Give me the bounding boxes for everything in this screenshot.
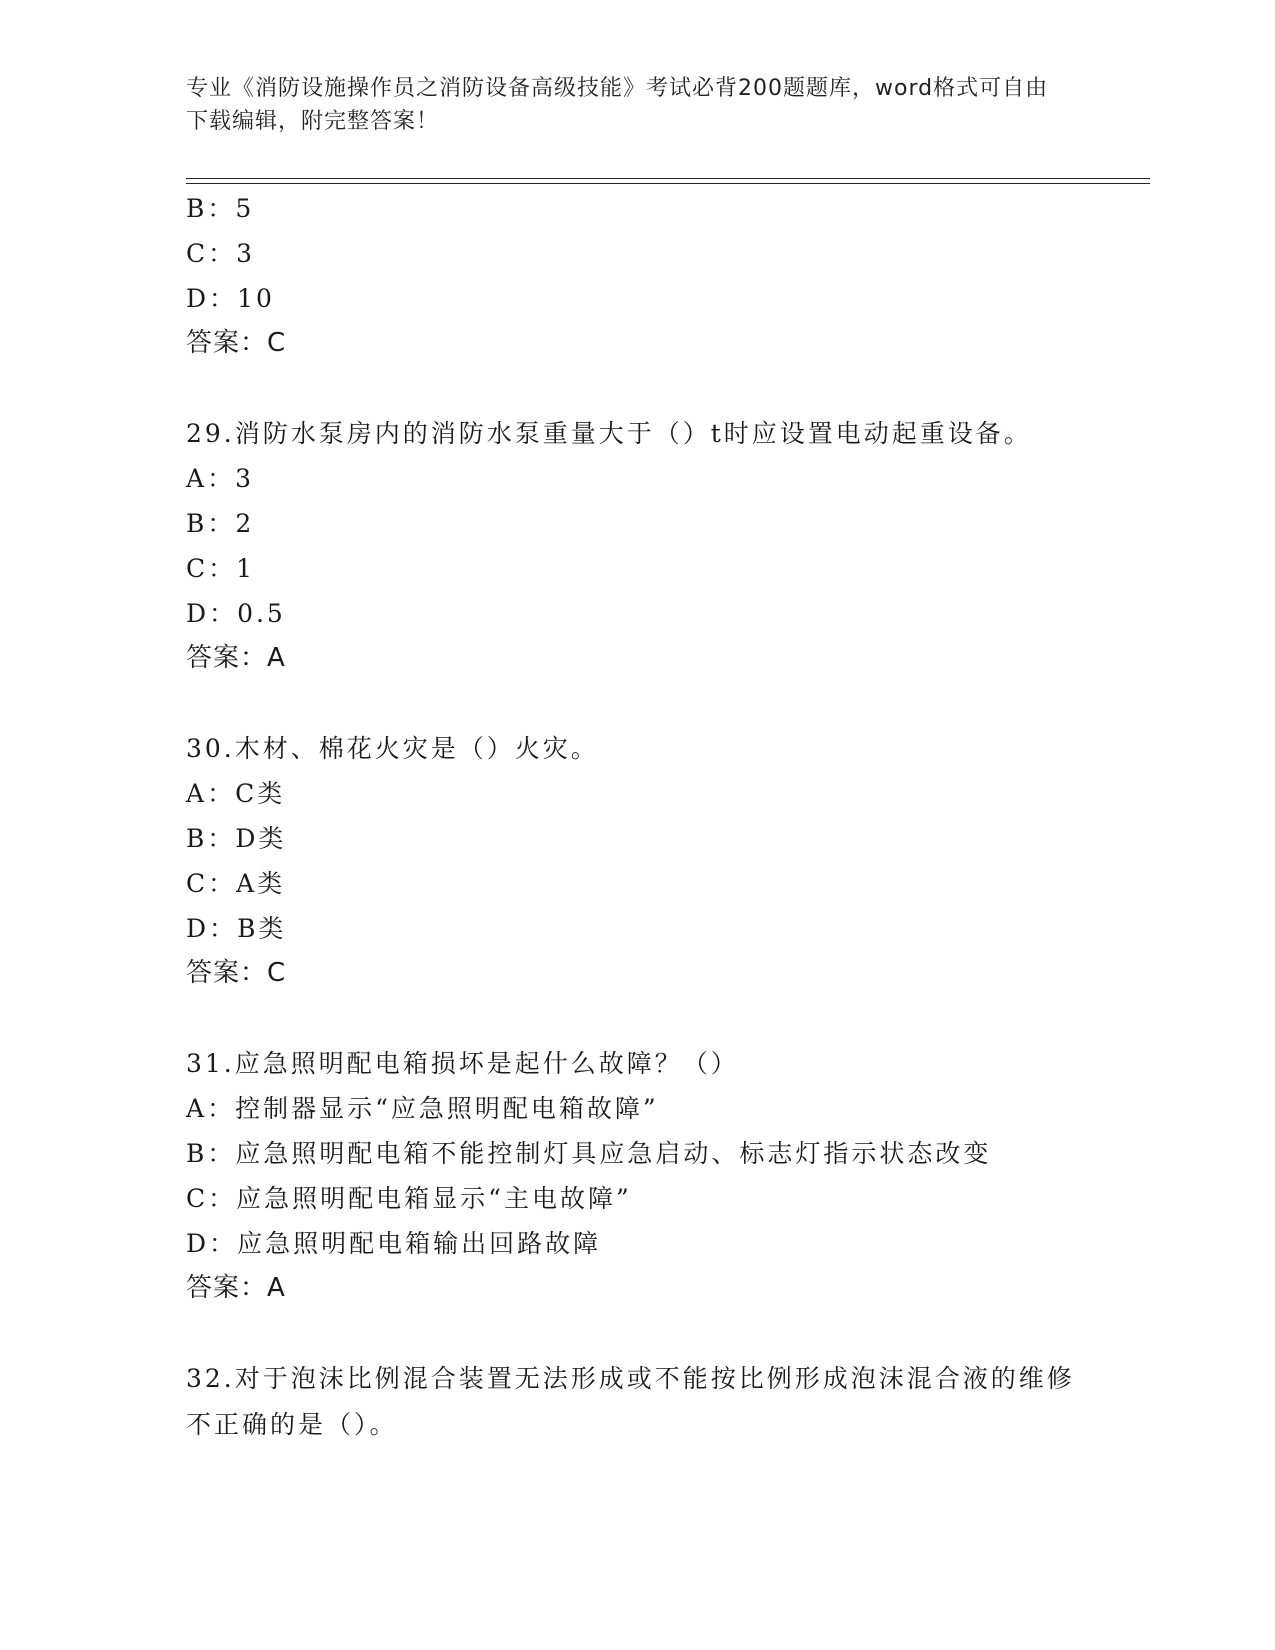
option-31-d: D：应急照明配电箱输出回路故障: [186, 1229, 602, 1258]
option-d-prev: D：10: [186, 284, 275, 313]
option-29-d: D：0.5: [186, 599, 286, 628]
header-rule-top: [186, 178, 1150, 179]
option-29-b: B：2: [186, 509, 255, 538]
option-31-a: A：控制器显示“应急照明配电箱故障”: [186, 1094, 659, 1123]
answer-prev: 答案：C: [186, 328, 287, 358]
option-29-c: C：1: [186, 554, 256, 583]
answer-31: 答案：A: [186, 1273, 286, 1303]
option-30-a: A：C类: [186, 779, 286, 808]
option-c-prev: C：3: [186, 239, 256, 268]
option-29-a: A：3: [186, 464, 254, 493]
option-30-b: B：D类: [186, 824, 287, 853]
option-30-c: C：A类: [186, 869, 286, 898]
answer-29: 答案：A: [186, 643, 286, 673]
answer-30: 答案：C: [186, 958, 287, 988]
header-rule-bottom: [186, 183, 1150, 184]
question-29-stem: 29.消防水泵房内的消防水泵重量大于（）t时应设置电动起重设备。: [186, 419, 1032, 448]
question-30-stem: 30.木材、棉花火灾是（）火灾。: [186, 734, 599, 763]
option-31-b: B：应急照明配电箱不能控制灯具应急启动、标志灯指示状态改变: [186, 1139, 992, 1168]
question-32-stem: 32.对于泡沫比例混合装置无法形成或不能按比例形成泡沫混合液的维修不正确的是（）。: [186, 1364, 1075, 1439]
document-header: 专业《消防设施操作员之消防设备高级技能》考试必背200题题库，word格式可自由下载编辑，附完整答案！: [186, 76, 1049, 134]
option-30-d: D：B类: [186, 914, 287, 943]
option-31-c: C：应急照明配电箱显示“主电故障”: [186, 1184, 632, 1213]
option-b-prev: B：5: [186, 194, 255, 223]
question-31-stem: 31.应急照明配电箱损坏是起什么故障？（）: [186, 1049, 739, 1078]
